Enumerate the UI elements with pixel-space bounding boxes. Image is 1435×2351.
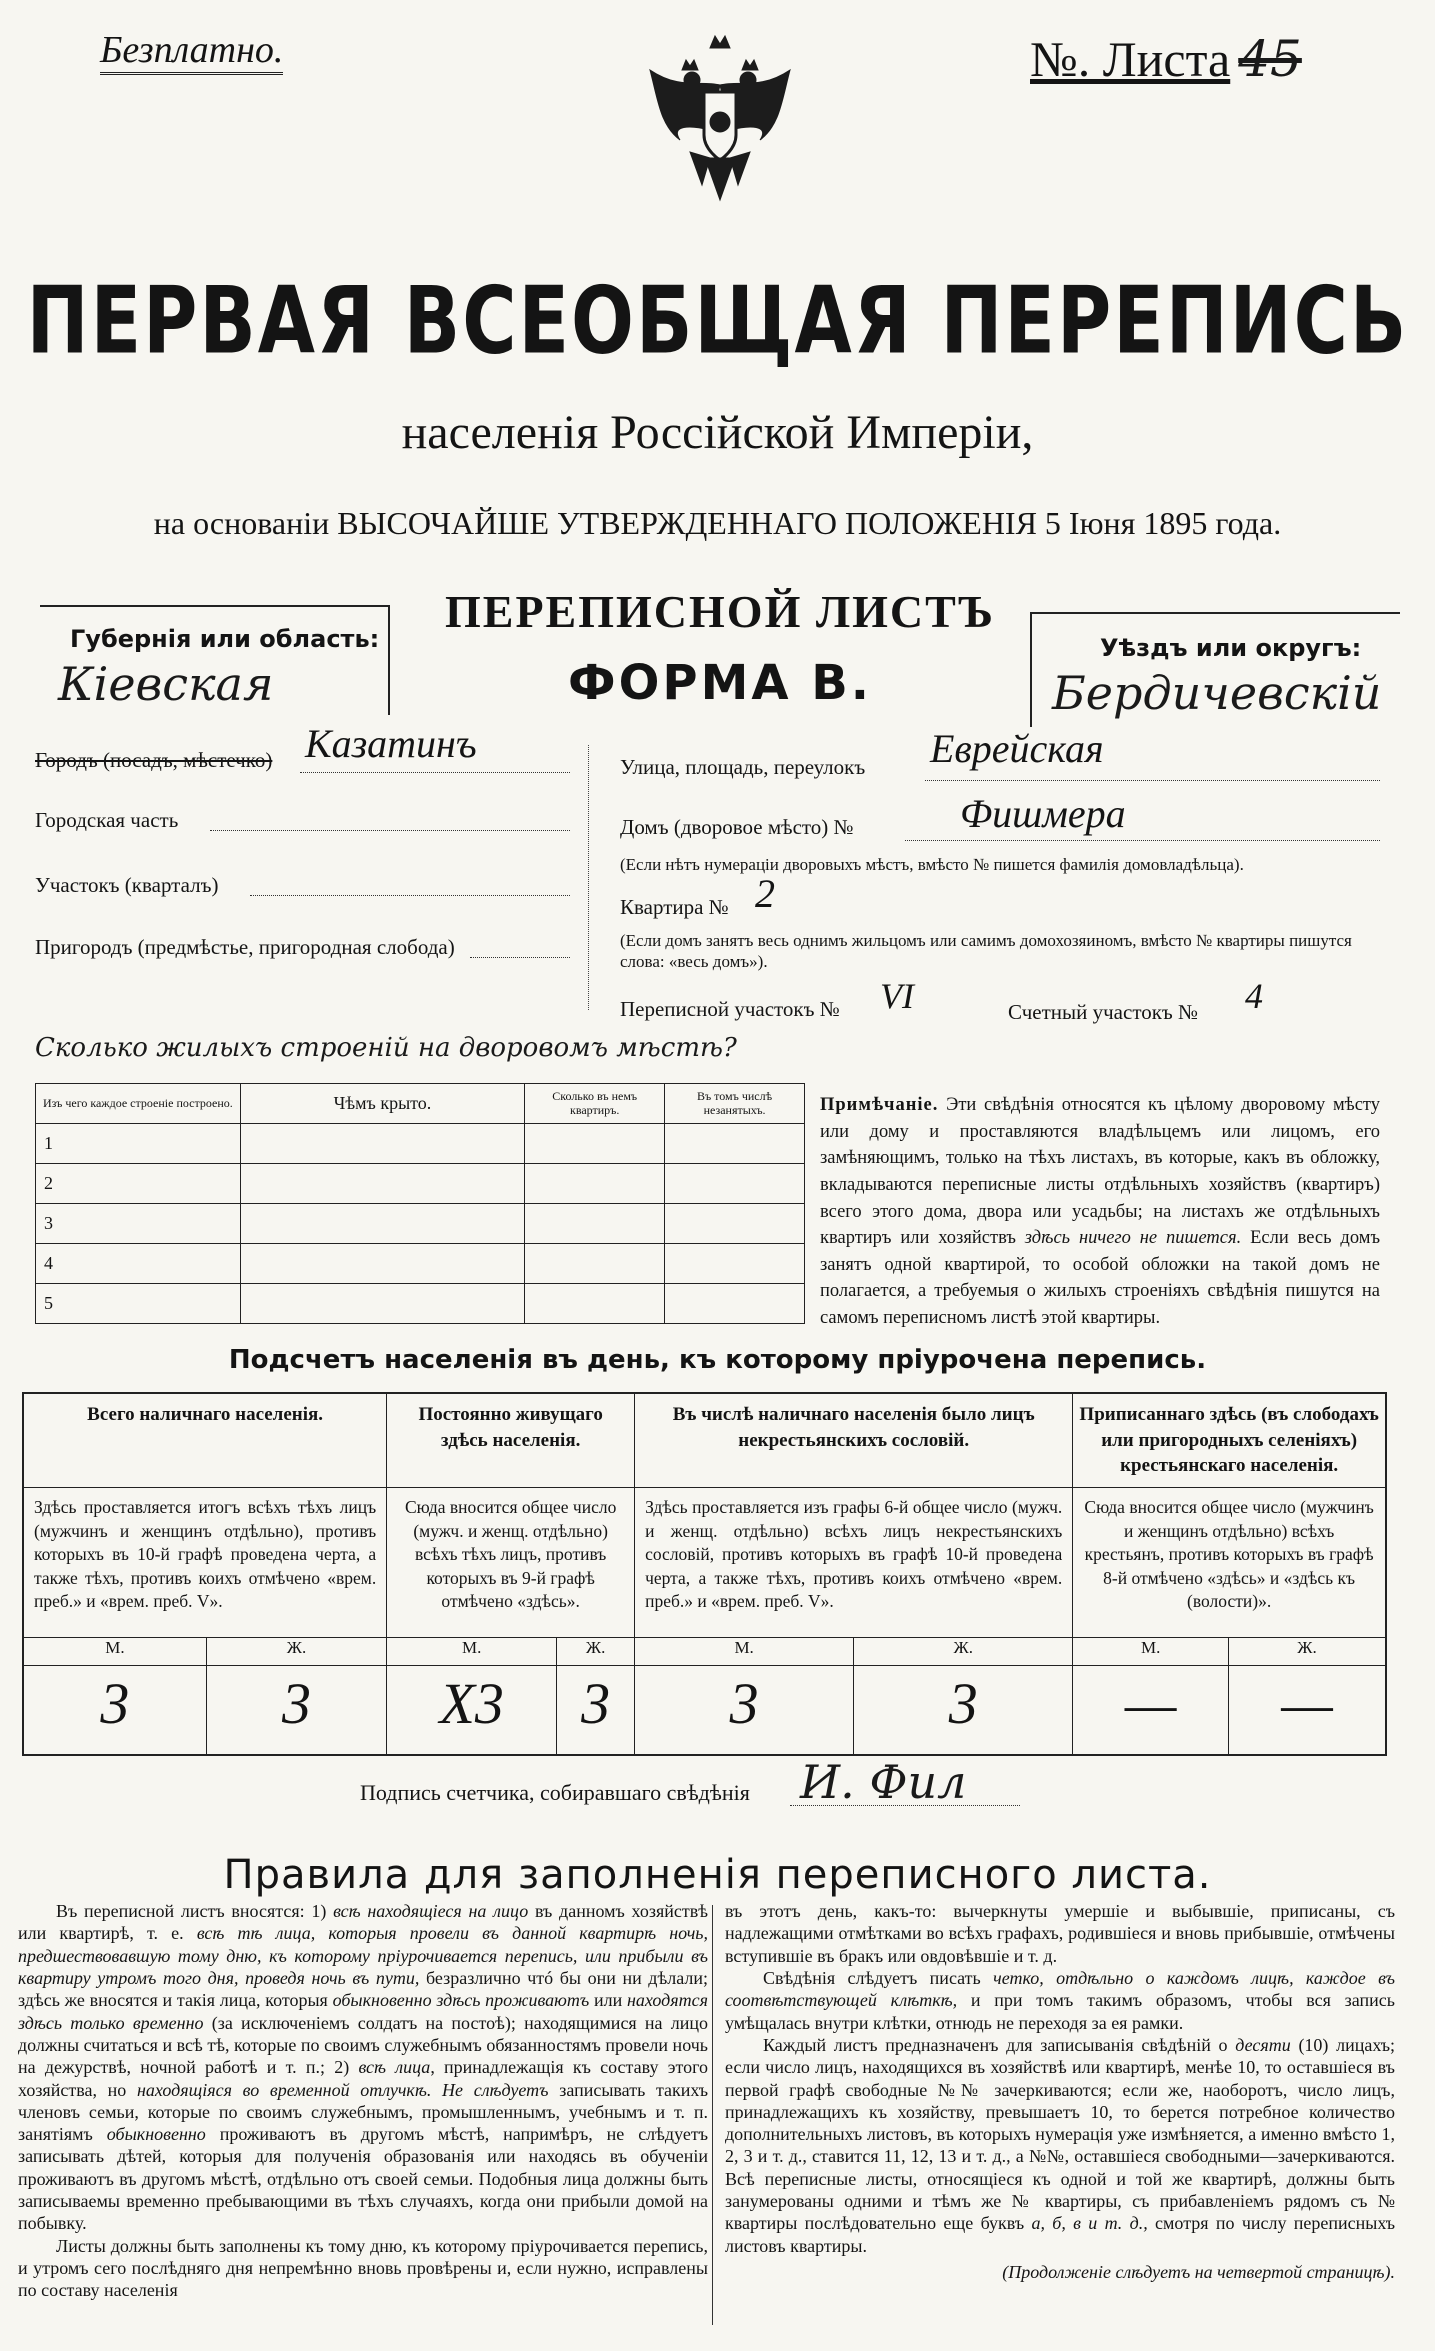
apartment-label: Квартира № — [620, 895, 729, 919]
double-headed-eagle-emblem — [640, 30, 800, 205]
sheet-number-value: 45 — [1238, 30, 1302, 88]
rules-paragraph: Листы должны быть заполнены къ тому дню, къ которому пріурочивается перепись, и утромъ сего послѣдняго дня непремѣнно вновь провѣрены и, если нужно, исправлены по составу населенія — [18, 2235, 708, 2301]
city-part-label: Городская часть — [35, 808, 179, 832]
suburb-line — [470, 957, 570, 958]
rules-paragraph: Каждый листъ предназначенъ для записыванія свѣдѣній о десяти (10) лицахъ; если число лицъ, находящихся въ хозяйствѣ или квартирѣ, менѣе 10, то оставшіеся въ первой графѣ свободные №№ зачеркиваются; если же, наоборотъ, число лицъ, принадлежащихъ къ хозяйству, превышаетъ 10, то берется потребное количество дополнительныхъ листовъ, въ которыхъ нумерація уже измѣняется, а именно вмѣсто 1, 2, 3 и т. д., ставится 11, 12, 13 и т. д., а №№, оставшіеся свободными—зачеркиваются. Всѣ переписные листы, относящіеся къ одной и той же квартирѣ, должны быть занумерованы одними и тѣмъ же № квартиры, съ прибавленіемъ рядомъ съ № квартиры послѣдовательно еще буквъ а, б, в и т. д., смотря по числу переписныхъ листовъ квартиры. — [725, 2034, 1395, 2256]
census-sheet-title: ПЕРЕПИСНОЙ ЛИСТЪ — [444, 586, 996, 637]
count-col-desc-non-peasant: Здѣсь проставляется изъ графы 6-й общее число (мужч. и женщ. отдѣльно) всѣхъ лицъ некрестьянскихъ сословій, противъ которыхъ въ графѣ 10-й проведена черта, а также тѣхъ, противъ коихъ отмѣчено «врем. преб.» и «врем. преб. V». — [635, 1487, 1073, 1637]
buildings-col-apartments: Сколько въ немъ квартиръ. — [525, 1084, 665, 1124]
count-mf-row — [23, 1637, 1386, 1665]
gubernia-value: Кіевская — [58, 657, 274, 711]
census-district-value: VI — [880, 976, 914, 1016]
census-subtitle: населенія Россійской Имперіи, — [401, 406, 1034, 459]
permanent-female-value: 3 — [557, 1665, 635, 1755]
male-label: М. — [23, 1637, 206, 1665]
city-line — [300, 772, 570, 773]
buildings-note — [820, 1092, 1380, 1332]
peasant-male-value: — — [1073, 1665, 1229, 1755]
table-row — [36, 1244, 805, 1284]
rules-paragraph: Въ переписной листъ вносятся: 1) всѣ находящіеся на лицо въ данномъ хозяйствѣ или квартирѣ, т. е. всѣ тѣ лица, которыя провели въ данной квартирѣ ночь, предшествовавшую тому дню, къ которому пріурочивается перепись, или прибыли въ квартиру утромъ того дня, проведя ночь въ пути, безразлично чтó бы они ни дѣлали; здѣсь же вносятся и такія лица, которыя обыкновенно здѣсь проживаютъ или находятся здѣсь только временно (за исключеніемъ солдатъ на постоѣ); находящимися на лицо должны считаться и всѣ тѣ, которые по своимъ служебнымъ обязанностямъ провели ночь на дежурствѣ, ночной работѣ и т. п.; 2) всѣ лица, принадлежащія къ составу этого хозяйства, но находящіяся во временной отлучкѣ. Не слѣдуетъ записывать такихъ членовъ семьи, которые по своимъ служебнымъ, промышленнымъ, учебнымъ и т. п. занятіямъ обыкновенно проживаютъ въ другомъ мѣстѣ, напримѣръ, не слѣдуетъ записывать дѣтей, которыя для полученія образованія или находясь въ обученіи проживаютъ въ другомъ мѣстѣ, отдѣльно отъ своей семьи. Подобныя лица должны быть записываемы временно пребывающими въ тѣхъ случаяхъ, когда они прибыли домой на побывку. — [18, 1901, 709, 2234]
female-label: Ж. — [854, 1637, 1073, 1665]
census-district-label: Переписной участокъ № — [620, 997, 840, 1021]
peasant-female-value: — — [1229, 1665, 1386, 1755]
rules-right-column — [725, 1900, 1395, 2283]
count-col-desc-peasant: Сюда вносится общее число (мужчинъ и женщинъ отдѣльно) всѣхъ крестьянъ, противъ которыхъ въ графѣ 8-й отмѣчено «здѣсь» и «здѣсь къ (волости)». — [1073, 1487, 1386, 1637]
table-row — [36, 1204, 805, 1244]
buildings-col-vacant: Въ томъ числѣ незанятыхъ. — [665, 1084, 805, 1124]
population-count-table — [22, 1392, 1387, 1756]
sheet-number-label: №. Листа — [1030, 31, 1231, 87]
male-label: М. — [635, 1637, 854, 1665]
count-value-row — [23, 1665, 1386, 1755]
rules-paragraph: въ этотъ день, какъ-то: вычеркнуты умершіе и выбывшіе, приписаны, съ надлежащими отмѣтками во всѣхъ графахъ, родившіеся и вновь прибывшіе, отмѣчены вступившіе въ бракъ или овдовѣвшіе и т. д. — [725, 1901, 1395, 1966]
count-desc-row — [23, 1487, 1386, 1637]
form-title: ФОРМА В. — [567, 655, 873, 711]
street-label: Улица, площадь, переулокъ — [620, 755, 866, 779]
count-district-label: Счетный участокъ № — [1008, 1000, 1199, 1024]
non-peasant-female-value: 3 — [854, 1665, 1073, 1755]
rules-left-column — [18, 1900, 708, 2302]
population-count-title: Подсчетъ населенія въ день, къ которому пріурочена перепись. — [228, 1345, 1207, 1375]
uezd-value: Бердичевскій — [1052, 666, 1382, 720]
city-part-line — [210, 830, 570, 831]
row-number: 4 — [36, 1244, 241, 1284]
buildings-col-material: Изъ чего каждое строеніе построено. — [36, 1084, 241, 1124]
gubernia-label: Губернія или область: — [70, 625, 380, 653]
count-col-head-non-peasant: Въ числѣ наличнаго населенія было лицъ некрестьянскихъ сословій. — [635, 1393, 1073, 1487]
buildings-question: Сколько жилыхъ строеній на дворовомъ мѣстѣ? — [35, 1033, 737, 1063]
count-col-head-peasant: Приписаннаго здѣсь (въ слободахъ или пригородныхъ селеніяхъ) крестьянскаго населенія. — [1073, 1393, 1386, 1487]
rules-column-divider — [712, 1905, 713, 2325]
row-number: 2 — [36, 1164, 241, 1204]
table-row — [36, 1284, 805, 1324]
house-value: Фишмера — [960, 791, 1126, 836]
rules-continued-note: (Продолженіе слѣдуетъ на четвертой страницѣ). — [1002, 2262, 1395, 2282]
uezd-label: Уѣздъ или округъ: — [1100, 634, 1362, 662]
table-row — [36, 1164, 805, 1204]
free-label: Безплатно. — [100, 28, 283, 75]
street-line — [925, 780, 1380, 781]
count-col-desc-present: Здѣсь проставляется итогъ всѣхъ тѣхъ лицъ (мужчинъ и женщинъ отдѣльно), противъ которыхъ въ 10-й графѣ проведена черта, а также тѣхъ, противъ коихъ отмѣчено «врем. преб.» и «врем. преб. V». — [23, 1487, 387, 1637]
sheet-number — [1030, 30, 1302, 88]
street-value: Еврейская — [930, 726, 1104, 771]
buildings-col-roof: Чѣмъ крыто. — [240, 1084, 525, 1124]
male-label: М. — [387, 1637, 557, 1665]
district-line — [250, 895, 570, 896]
city-field — [35, 748, 272, 773]
count-col-head-present: Всего наличнаго населенія. — [23, 1393, 387, 1487]
house-note: (Если нѣтъ нумераціи дворовыхъ мѣстъ, вмѣсто № пишется фамилія домовладѣльца). — [620, 855, 1244, 874]
count-head-row — [23, 1393, 1386, 1487]
female-label: Ж. — [1229, 1637, 1386, 1665]
location-divider — [588, 745, 589, 1010]
female-label: Ж. — [206, 1637, 386, 1665]
uezd-box — [1030, 612, 1400, 727]
non-peasant-male-value: 3 — [635, 1665, 854, 1755]
city-label: Городъ (посадъ, мѣстечко) — [35, 748, 273, 772]
signature-value: И. Фил — [800, 1755, 967, 1809]
table-row — [36, 1124, 805, 1164]
note-label: Примѣчаніе. — [820, 1095, 939, 1115]
male-label: М. — [1073, 1637, 1229, 1665]
city-value: Казатинъ — [305, 721, 477, 766]
signature-label: Подпись счетчика, собиравшаго свѣдѣнія — [360, 1780, 750, 1805]
note-text-italic: здѣсь ничего не пишется. — [1024, 1228, 1242, 1249]
present-female-value: 3 — [206, 1665, 386, 1755]
present-male-value: 3 — [23, 1665, 206, 1755]
apartment-value: 2 — [755, 871, 775, 916]
female-label: Ж. — [557, 1637, 635, 1665]
note-text-2: Если весь домъ занятъ одной квартирой, то особой обложки на такой домъ не полагается, а требуемыя о жилыхъ строеніяхъ свѣдѣнія пишутся на самомъ переписномъ листѣ этой квартиры. — [820, 1228, 1381, 1328]
row-number: 5 — [36, 1284, 241, 1324]
count-col-desc-permanent: Сюда вносится общее число (мужч. и женщ. отдѣльно) всѣхъ тѣхъ лицъ, противъ которыхъ въ 9-й графѣ отмѣчено «здѣсь». — [387, 1487, 635, 1637]
note-text-1: Эти свѣдѣнія относятся къ цѣлому дворовому мѣсту или дому и проставляются владѣльцемъ или лицомъ, его замѣняющимъ, только на тѣхъ листахъ, въ которые, какъ въ обложку, вкладываются переписные листы отдѣльныхъ хозяйствъ (квартиръ) всего этого дома, двора или усадьбы; на листахъ же отдѣльныхъ квартиръ или хозяйствъ — [820, 1095, 1380, 1249]
count-district-value: 4 — [1245, 976, 1263, 1016]
census-legal-basis: на основаніи ВЫСОЧАЙШЕ УТВЕРЖДЕННАГО ПОЛОЖЕНІЯ 5 Іюня 1895 года. — [153, 505, 1282, 541]
count-col-head-permanent: Постоянно живущаго здѣсь населенія. — [387, 1393, 635, 1487]
suburb-label: Пригородъ (предмѣстье, пригородная слобода) — [35, 935, 455, 959]
rules-title: Правила для заполненія переписного листа. — [223, 1852, 1212, 1898]
house-line — [905, 840, 1380, 841]
buildings-table-header — [36, 1084, 805, 1124]
house-label: Домъ (дворовое мѣсто) № — [620, 815, 854, 839]
row-number: 3 — [36, 1204, 241, 1244]
permanent-male-value: X3 — [387, 1665, 557, 1755]
apartment-note: (Если домъ занятъ весь однимъ жильцомъ или самимъ домохозяиномъ, вмѣсто № квартиры пишутся слова: «весь домъ»). — [620, 931, 1352, 972]
buildings-table — [35, 1083, 805, 1324]
district-label: Участокъ (кварталъ) — [35, 873, 219, 897]
gubernia-box — [40, 605, 390, 715]
row-number: 1 — [36, 1124, 241, 1164]
census-title: ПЕРВАЯ ВСЕОБЩАЯ ПЕРЕПИСЬ — [26, 267, 1409, 375]
rules-paragraph: Свѣдѣнія слѣдуетъ писать четко, отдѣльно о каждомъ лицѣ, каждое въ соотвѣтствующей клѣткѣ, и при томъ такимъ образомъ, чтобы вся запись умѣщалась внутри клѣтки, отнюдь не переходя за ея рамки. — [725, 1967, 1396, 2033]
